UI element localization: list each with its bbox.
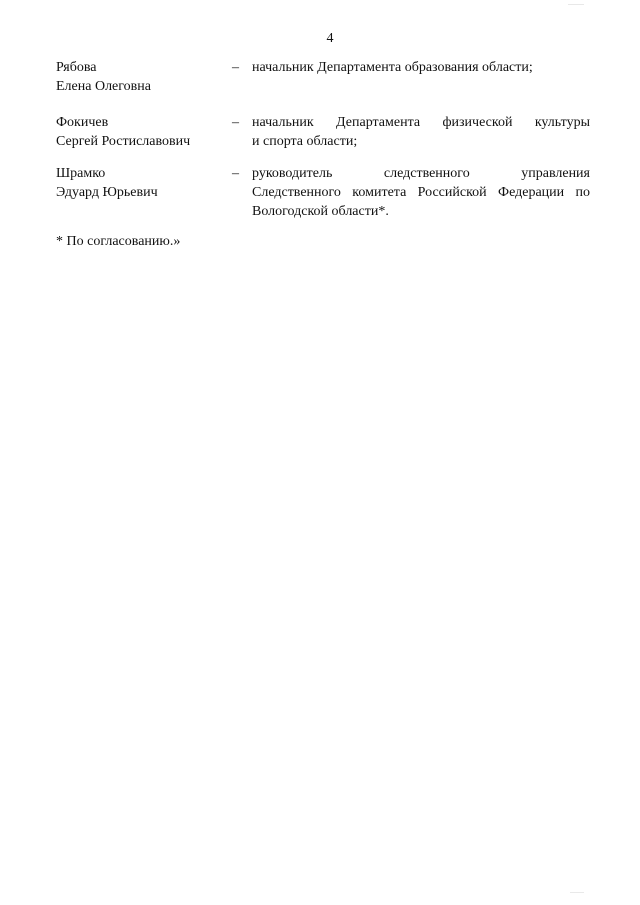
member-surname: Фокичев	[56, 115, 109, 130]
member-given-names: Сергей Ростиславович	[56, 134, 191, 149]
entry-dash: –	[232, 166, 239, 181]
member-entry-shramko	[0, 164, 640, 224]
member-name	[56, 113, 221, 151]
member-surname: Шрамко	[56, 166, 106, 181]
scan-mark-top	[568, 0, 584, 5]
position-line: руководитель следственного управления	[252, 166, 590, 181]
member-name	[56, 164, 221, 202]
member-entry-riabova	[0, 58, 640, 98]
member-position	[252, 113, 590, 151]
position-line: Следственного комитета Российской Федерации по	[252, 185, 590, 200]
position-line: начальник Департамента образования области;	[252, 60, 533, 75]
member-given-names: Эдуард Юрьевич	[56, 185, 158, 200]
position-line: начальник Департамента физической культуры	[252, 115, 590, 130]
member-position	[252, 58, 590, 77]
entry-dash: –	[232, 60, 239, 75]
footnote: * По согласованию.»	[56, 234, 181, 249]
position-line: и спорта области;	[252, 134, 358, 149]
member-position	[252, 164, 590, 221]
page-number: 4	[326, 31, 334, 46]
member-given-names: Елена Олеговна	[56, 79, 151, 94]
member-entry-fokichev	[0, 113, 640, 153]
member-surname: Рябова	[56, 60, 97, 75]
entry-dash: –	[232, 115, 239, 130]
scan-mark-bottom	[570, 892, 584, 897]
member-name	[56, 58, 221, 96]
position-line: Вологодской области*.	[252, 204, 389, 219]
